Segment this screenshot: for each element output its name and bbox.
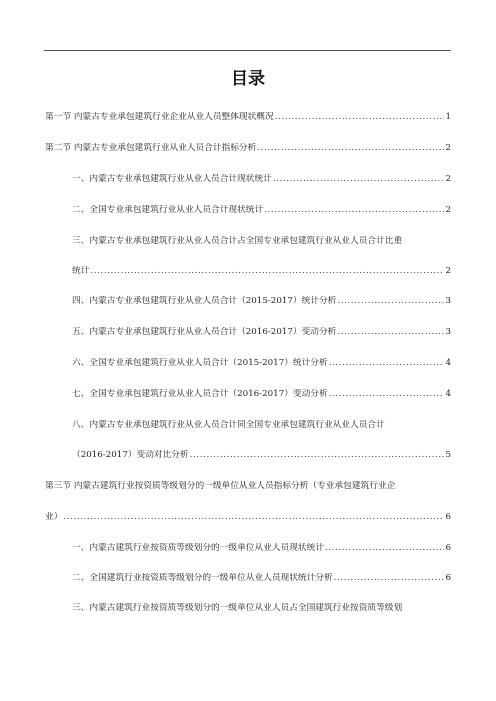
toc-entry-page: 6 [445,543,451,553]
toc-leader-dots [337,327,444,338]
toc-entry-page: 6 [445,512,451,522]
toc-entry-text: 三、内蒙古专业承包建筑行业从业人员合计占全国专业承包建筑行业从业人员合计比重 [72,236,403,246]
toc-entry-2-1[interactable] [72,174,451,185]
toc-entry-page: 2 [445,266,451,276]
toc-entry-2-3[interactable] [72,236,451,247]
toc-entry-page: 5 [445,450,451,460]
toc-leader-dots [275,112,445,123]
toc-leader-dots [273,174,445,185]
toc-entry-section-3[interactable] [45,481,451,492]
toc-entry-3-2[interactable] [72,573,451,584]
toc-leader-dots [334,573,445,584]
toc-entry-2-5[interactable] [72,327,451,338]
toc-entry-3-1[interactable] [72,543,451,554]
toc-entry-text: 四、内蒙古专业承包建筑行业从业人员合计（2015-2017）统计分析 [72,296,337,306]
toc-entry-page: 3 [445,327,451,337]
toc-leader-dots [337,296,444,307]
toc-entry-text: 第二节 内蒙古专业承包建筑行业从业人员合计指标分析 [45,143,257,153]
toc-entry-2-6[interactable] [72,358,451,369]
toc-entry-3-3[interactable] [72,603,451,614]
toc-leader-dots [190,450,445,461]
toc-entry-text: 五、内蒙古专业承包建筑行业从业人员合计（2016-2017）变动分析 [72,327,337,337]
toc-entry-2-8[interactable] [72,420,451,431]
toc-entry-text: 七、全国专业承包建筑行业从业人员合计（2016-2017）变动分析 [72,389,328,399]
toc-entry-page: 2 [445,174,451,184]
toc-entry-text: 业） [45,512,63,522]
toc-leader-dots [257,143,444,154]
toc-entry-page: 3 [445,296,451,306]
toc-entry-text: 统计 [72,266,90,276]
toc-entry-2-3-cont[interactable] [72,266,451,277]
toc-entry-section-1[interactable] [45,112,451,123]
toc-entry-text: 六、全国专业承包建筑行业从业人员合计（2015-2017）统计分析 [72,358,328,368]
toc-leader-dots [325,543,445,554]
toc-entry-text: 三、内蒙古建筑行业按资质等级划分的一级单位从业人员占全国建筑行业按资质等级划 [72,603,403,613]
toc-entry-2-8-cont[interactable] [72,450,451,461]
toc-entry-page: 4 [445,358,451,368]
toc-entry-text: （2016-2017）变动对比分析 [72,450,189,460]
toc-title: 目录 [231,69,265,89]
toc-leader-dots [329,389,445,400]
toc-entry-page: 2 [445,205,451,215]
toc-entry-section-2[interactable] [45,143,451,154]
toc-entry-2-2[interactable] [72,205,451,216]
toc-entry-text: 二、全国建筑行业按资质等级划分的一级单位从业人员现状统计分析 [72,573,333,583]
toc-entry-text: 一、内蒙古建筑行业按资质等级划分的一级单位从业人员现状统计 [72,543,324,553]
toc-leader-dots [264,205,444,216]
toc-entry-page: 6 [445,573,451,583]
header-rule [44,50,451,51]
toc-leader-dots [90,266,444,277]
toc-leader-dots [63,512,444,523]
toc-entry-text: 第三节 内蒙古建筑行业按资质等级划分的一级单位从业人员指标分析（专业承包建筑行业企 [45,481,396,491]
toc-entry-text: 第一节 内蒙古专业承包建筑行业企业从业人员整体现状概况 [45,112,274,122]
toc-entry-2-4[interactable] [72,296,451,307]
toc-entry-text: 八、内蒙古专业承包建筑行业从业人员合计同全国专业承包建筑行业从业人员合计 [72,420,385,430]
toc-entry-page: 2 [445,143,451,153]
toc-entry-page: 4 [445,389,451,399]
toc-entry-text: 一、内蒙古专业承包建筑行业从业人员合计现状统计 [72,174,272,184]
toc-entry-text: 二、全国专业承包建筑行业从业人员合计现状统计 [72,205,264,215]
toc-leader-dots [329,358,445,369]
toc-entry-2-7[interactable] [72,389,451,400]
toc-entry-page: 1 [445,112,451,122]
toc-entry-section-3-cont[interactable] [45,512,451,523]
